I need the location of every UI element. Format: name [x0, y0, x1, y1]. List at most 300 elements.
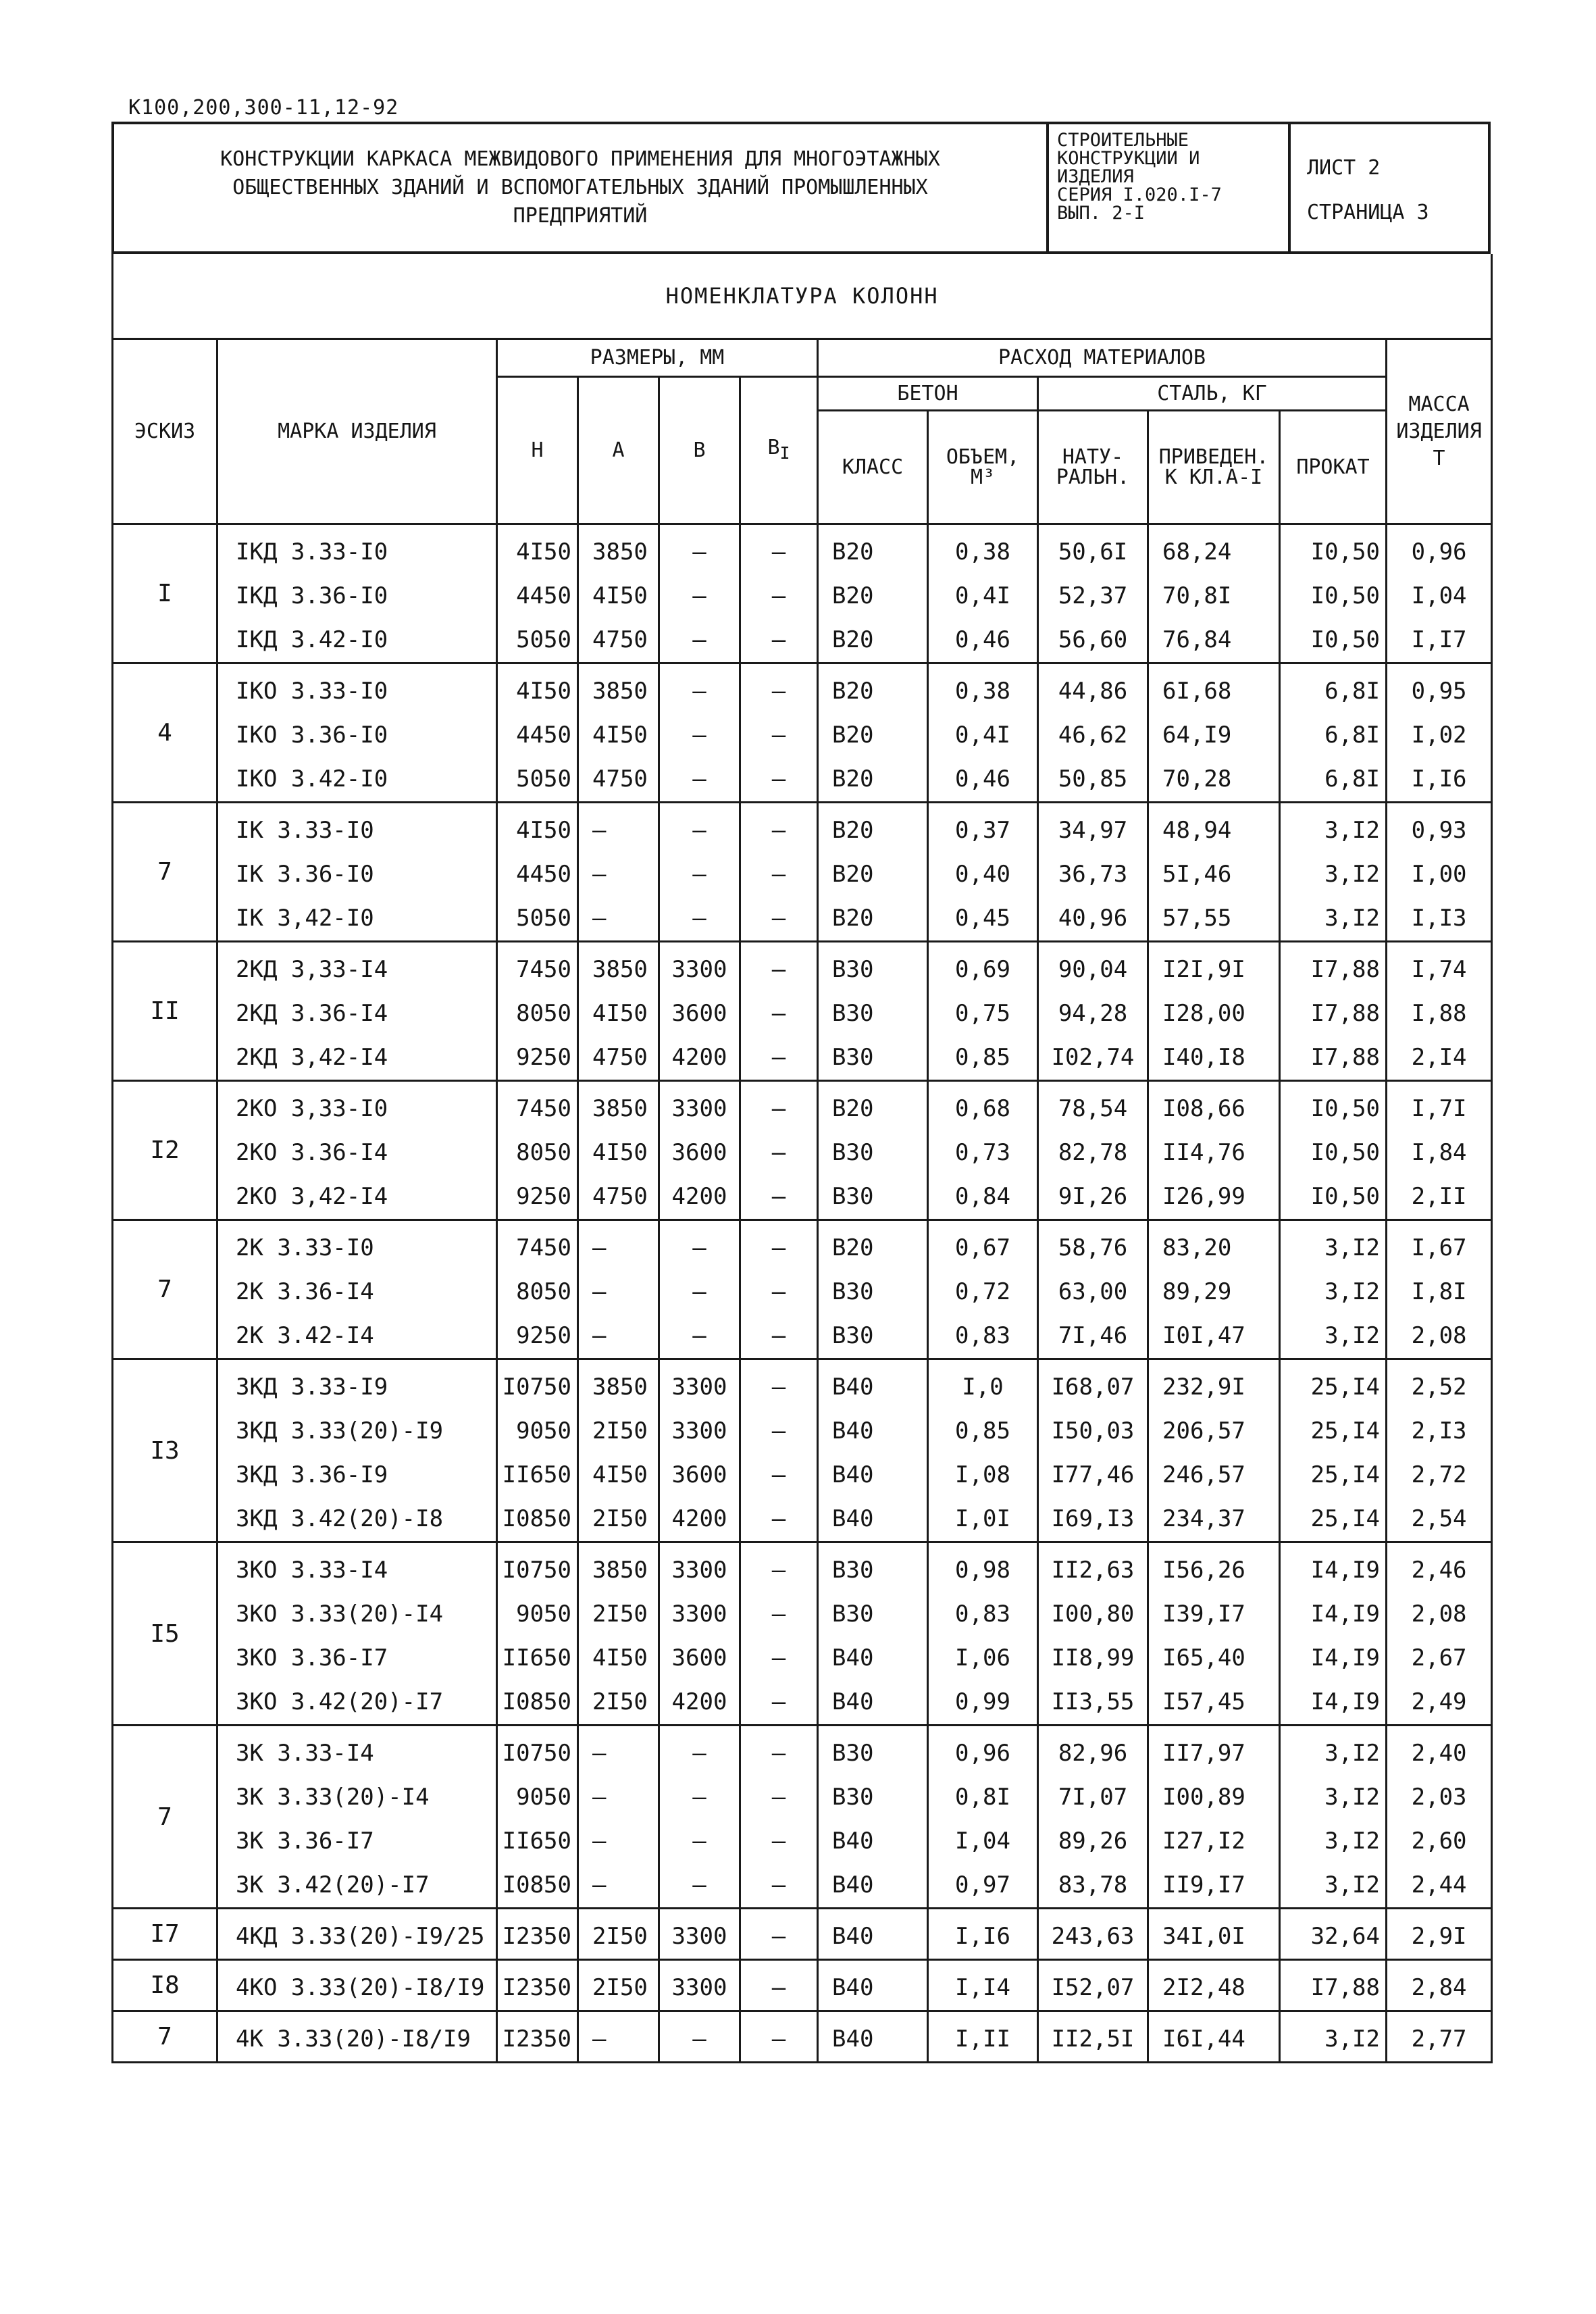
cell-B-value: – [692, 678, 706, 705]
cell-rolled-value: I7,88 [1310, 1974, 1380, 2001]
cell-reduced [1148, 663, 1280, 803]
table-caption: НОМЕНКЛАТУРА КОЛОНН [113, 254, 1492, 339]
cell-B1 [740, 942, 818, 1081]
cell-A-value: 4I50 [592, 582, 648, 609]
cell-H-value: 9050 [516, 1417, 571, 1444]
cell-B-value: 4200 [671, 1505, 727, 1532]
cell-volume [928, 663, 1038, 803]
cell-sketch: I3 [113, 1359, 217, 1542]
cell-mark-value: 3К 3.33-I4 [236, 1740, 374, 1767]
cell-natural-value: I00,80 [1051, 1601, 1135, 1628]
cell-natural-value: II2,63 [1051, 1557, 1135, 1584]
cell-H-value: 9250 [516, 1044, 571, 1071]
table-row-group [113, 1359, 1492, 1542]
cell-B1 [740, 1909, 818, 1960]
cell-B1 [740, 1359, 818, 1542]
cell-rolled-value: I0,50 [1310, 538, 1380, 565]
cell-rolled-value: I4,I9 [1310, 1557, 1380, 1584]
cell-mass-value: 2,49 [1411, 1688, 1467, 1715]
header-reduced-line: К КЛ.А-I [1164, 465, 1263, 489]
header-volume-line: ОБЪЕМ, [946, 445, 1020, 469]
cell-rolled-value: 32,64 [1310, 1923, 1380, 1950]
cell-H [497, 2011, 578, 2063]
cell-mass [1387, 524, 1492, 663]
cell-A [578, 524, 659, 663]
cell-rolled [1280, 2011, 1387, 2063]
cell-rolled-value: I0,50 [1310, 1095, 1380, 1122]
cell-B-value: 4200 [671, 1183, 727, 1210]
cell-volume-value: 0,83 [955, 1601, 1010, 1628]
cell-sketch: 4 [113, 663, 217, 803]
cell-reduced [1148, 1960, 1280, 2011]
cell-A-value: 3850 [592, 1557, 648, 1584]
cell-volume-value: I,0I [955, 1505, 1010, 1532]
cell-reduced-value: 89,29 [1162, 1278, 1232, 1305]
cell-H-value: 5050 [516, 626, 571, 653]
cell-rolled-value: 3,I2 [1324, 1784, 1380, 1811]
cell-reduced-value: 48,94 [1162, 817, 1232, 844]
cell-mark-value: 2КО 3.36-I4 [236, 1139, 388, 1166]
cell-reduced-value: I6I,44 [1162, 2026, 1245, 2053]
cell-rolled-value: 6,8I [1324, 722, 1380, 749]
cell-B1-value: – [771, 1828, 786, 1855]
cell-sketch: I5 [113, 1542, 217, 1726]
cell-reduced [1148, 1542, 1280, 1726]
cell-natural-value: I77,46 [1051, 1461, 1135, 1488]
cell-mark-value: 2К 3.33-I0 [236, 1234, 374, 1261]
cell-H [497, 663, 578, 803]
cell-volume-value: 0,72 [955, 1278, 1010, 1305]
cell-class-value: В30 [832, 1601, 874, 1628]
cell-natural-value: 63,00 [1058, 1278, 1128, 1305]
cell-volume-value: 0,73 [955, 1139, 1010, 1166]
cell-volume-value: I,I6 [955, 1923, 1010, 1950]
cell-natural-value: 82,78 [1058, 1139, 1128, 1166]
cell-A [578, 1220, 659, 1359]
cell-reduced-value: I28,00 [1162, 1000, 1245, 1027]
cell-reduced [1148, 1220, 1280, 1359]
cell-B-value: 3300 [671, 956, 727, 983]
cell-rolled [1280, 1909, 1387, 1960]
cell-rolled [1280, 1542, 1387, 1726]
cell-sketch: I8 [113, 1960, 217, 2011]
cell-class-value: В30 [832, 1740, 874, 1767]
cell-volume [928, 1081, 1038, 1220]
cell-natural-value: 82,96 [1058, 1740, 1128, 1767]
cell-volume [928, 803, 1038, 942]
header-reduced [1148, 411, 1280, 524]
cell-reduced-value: 246,57 [1162, 1461, 1245, 1488]
header-mass-line: ИЗДЕЛИЯ [1396, 419, 1482, 443]
cell-reduced [1148, 1081, 1280, 1220]
cell-natural-value: 56,60 [1058, 626, 1128, 653]
cell-B-value: 3600 [671, 1139, 727, 1166]
cell-H [497, 1909, 578, 1960]
cell-rolled [1280, 1726, 1387, 1909]
cell-H-value: I2350 [502, 2026, 571, 2053]
cell-natural-value: II2,5I [1051, 2026, 1135, 2053]
cell-volume [928, 524, 1038, 663]
cell-A-value: 3850 [592, 538, 648, 565]
cell-B1-value: – [771, 626, 786, 653]
cell-B-value: 3300 [671, 1601, 727, 1628]
cell-class-value: В30 [832, 1044, 874, 1071]
cell-rolled-value: 3,I2 [1324, 861, 1380, 888]
cell-H-value: II650 [502, 1461, 571, 1488]
cell-H [497, 524, 578, 663]
cell-A [578, 1542, 659, 1726]
series-info [1046, 124, 1288, 251]
cell-B-value: 3600 [671, 1644, 727, 1671]
cell-class-value: В40 [832, 1923, 874, 1950]
cell-volume [928, 2011, 1038, 2063]
cell-B1-value: – [771, 1688, 786, 1715]
cell-class [818, 1909, 928, 1960]
cell-rolled-value: 3,I2 [1324, 1234, 1380, 1261]
cell-mass-value: 2,72 [1411, 1461, 1467, 1488]
cell-natural-value: I69,I3 [1051, 1505, 1135, 1532]
cell-rolled [1280, 524, 1387, 663]
cell-A-value: 2I50 [592, 1505, 648, 1532]
cell-B1-value: – [771, 1461, 786, 1488]
cell-mass-value: I,84 [1411, 1139, 1467, 1166]
cell-mass-value: 0,96 [1411, 538, 1467, 565]
cell-B1-value: – [771, 678, 786, 705]
header-mark: МАРКА ИЗДЕЛИЯ [217, 339, 497, 524]
cell-mark-value: 2К 3.36-I4 [236, 1278, 374, 1305]
header-B1-subscript: I [779, 443, 790, 463]
header-rolled: ПРОКАТ [1280, 411, 1387, 524]
series-line: ИЗДЕЛИЯ [1057, 166, 1134, 187]
cell-volume-value: 0,96 [955, 1740, 1010, 1767]
cell-mass-value: 2,9I [1411, 1923, 1467, 1950]
cell-A-value: 3850 [592, 1374, 648, 1401]
cell-A-value: 4750 [592, 1183, 648, 1210]
cell-reduced-value: I57,45 [1162, 1688, 1245, 1715]
cell-A [578, 803, 659, 942]
cell-A-value: 3850 [592, 956, 648, 983]
cell-class [818, 1960, 928, 2011]
cell-H-value: 9050 [516, 1784, 571, 1811]
cell-mass [1387, 942, 1492, 1081]
cell-B1-value: – [771, 956, 786, 983]
header-volume-line: М³ [970, 465, 996, 489]
cell-natural [1038, 524, 1148, 663]
cell-mass-value: I,00 [1411, 861, 1467, 888]
cell-rolled-value: 3,I2 [1324, 905, 1380, 932]
cell-B-value: – [692, 905, 706, 932]
cell-class-value: В40 [832, 1974, 874, 2001]
cell-natural [1038, 1726, 1148, 1909]
header-dimensions: РАЗМЕРЫ, ММ [497, 339, 818, 377]
cell-class-value: В40 [832, 1871, 874, 1898]
cell-H-value: 4I50 [516, 538, 571, 565]
table-body [113, 524, 1492, 2063]
header-class: КЛАСС [818, 411, 928, 524]
cell-B1 [740, 1220, 818, 1359]
cell-natural [1038, 2011, 1148, 2063]
cell-B [659, 2011, 740, 2063]
cell-volume-value: I,0 [962, 1374, 1004, 1401]
cell-mark-value: IКД 3.33-I0 [236, 538, 388, 565]
header-mass [1387, 339, 1492, 524]
cell-reduced-value: I39,I7 [1162, 1601, 1245, 1628]
cell-H-value: 4450 [516, 861, 571, 888]
cell-mass [1387, 1081, 1492, 1220]
cell-A-value: 4I50 [592, 722, 648, 749]
cell-natural-value: 83,78 [1058, 1871, 1128, 1898]
cell-rolled-value: I4,I9 [1310, 1601, 1380, 1628]
cell-rolled-value: 3,I2 [1324, 1322, 1380, 1349]
cell-B1-value: – [771, 1183, 786, 1210]
cell-rolled-value: 3,I2 [1324, 1740, 1380, 1767]
cell-B1-value: – [771, 2026, 786, 2053]
cell-B1-value: – [771, 1095, 786, 1122]
header-mass-line: МАССА [1408, 392, 1470, 416]
series-line: КОНСТРУКЦИИ И [1057, 148, 1200, 169]
cell-natural-value: I50,03 [1051, 1417, 1135, 1444]
series-line: ВЫП. 2-I [1057, 203, 1145, 224]
cell-class [818, 1081, 928, 1220]
cell-reduced [1148, 524, 1280, 663]
cell-B1-value: – [771, 1923, 786, 1950]
cell-B1-value: – [771, 1374, 786, 1401]
cell-B-value: 3300 [671, 1095, 727, 1122]
cell-mark-value: 2КД 3,42-I4 [236, 1044, 388, 1071]
cell-rolled-value: 25,I4 [1310, 1505, 1380, 1532]
cell-mark-value: IК 3.33-I0 [236, 817, 374, 844]
cell-class-value: В20 [832, 1234, 874, 1261]
cell-natural-value: 50,6I [1058, 538, 1128, 565]
cell-mark-value: 3КО 3.33-I4 [236, 1557, 388, 1584]
cell-class-value: В30 [832, 1000, 874, 1027]
cell-mass-value: I,I6 [1411, 765, 1467, 793]
cell-B1-value: – [771, 1278, 786, 1305]
cell-reduced-value: 206,57 [1162, 1417, 1245, 1444]
series-line: СЕРИЯ I.020.I-7 [1057, 184, 1222, 205]
cell-reduced [1148, 942, 1280, 1081]
cell-B1-value: – [771, 1044, 786, 1071]
cell-natural [1038, 1220, 1148, 1359]
cell-class-value: В20 [832, 765, 874, 793]
cell-reduced [1148, 2011, 1280, 2063]
cell-mark-value: 2К 3.42-I4 [236, 1322, 374, 1349]
cell-A-value: 2I50 [592, 1688, 648, 1715]
cell-rolled [1280, 1359, 1387, 1542]
cell-class-value: В20 [832, 1095, 874, 1122]
cell-class-value: В40 [832, 1461, 874, 1488]
cell-rolled-value: 25,I4 [1310, 1461, 1380, 1488]
cell-A-value: 2I50 [592, 1417, 648, 1444]
cell-reduced-value: I56,26 [1162, 1557, 1245, 1584]
cell-class [818, 803, 928, 942]
cell-rolled-value: 3,I2 [1324, 1871, 1380, 1898]
cell-mass [1387, 803, 1492, 942]
cell-sketch: II [113, 942, 217, 1081]
cell-B-value: – [692, 1740, 706, 1767]
cell-natural-value: 44,86 [1058, 678, 1128, 705]
cell-sketch: I2 [113, 1081, 217, 1220]
cell-volume-value: 0,98 [955, 1557, 1010, 1584]
cell-class [818, 1542, 928, 1726]
cell-sketch: 7 [113, 803, 217, 942]
cell-sketch: I [113, 524, 217, 663]
cell-rolled-value: 25,I4 [1310, 1417, 1380, 1444]
cell-B1 [740, 1726, 818, 1909]
cell-volume-value: 0,38 [955, 678, 1010, 705]
cell-rolled [1280, 663, 1387, 803]
cell-B1-value: – [771, 1417, 786, 1444]
cell-A-value: 4750 [592, 765, 648, 793]
title-line: ПРЕДПРИЯТИЙ [513, 204, 648, 228]
cell-mark-value: 3КО 3.42(20)-I7 [236, 1688, 444, 1715]
table-row-group [113, 2011, 1492, 2063]
cell-B-value: 4200 [671, 1044, 727, 1071]
cell-A-value: 4750 [592, 626, 648, 653]
cell-B-value: – [692, 626, 706, 653]
cell-B-value: 3600 [671, 1461, 727, 1488]
cell-B-value: – [692, 1828, 706, 1855]
cell-reduced [1148, 1726, 1280, 1909]
cell-A-value: 4I50 [592, 1000, 648, 1027]
cell-B1-value: – [771, 905, 786, 932]
cell-B [659, 1081, 740, 1220]
cell-class-value: В40 [832, 1688, 874, 1715]
cell-natural-value: I02,74 [1051, 1044, 1135, 1071]
cell-A-value: 2I50 [592, 1601, 648, 1628]
cell-volume [928, 1542, 1038, 1726]
cell-A-value: – [592, 817, 607, 844]
cell-H-value: 9250 [516, 1183, 571, 1210]
cell-B1 [740, 524, 818, 663]
cell-sketch: I7 [113, 1909, 217, 1960]
header-B: В [659, 377, 740, 524]
cell-mass-value: I,88 [1411, 1000, 1467, 1027]
cell-mass [1387, 2011, 1492, 2063]
cell-mass-value: 2,08 [1411, 1601, 1467, 1628]
cell-H-value: 5050 [516, 765, 571, 793]
cell-B [659, 1726, 740, 1909]
cell-mass-value: 2,II [1411, 1183, 1467, 1210]
cell-rolled [1280, 1220, 1387, 1359]
cell-mass-value: I,74 [1411, 956, 1467, 983]
cell-B1 [740, 1081, 818, 1220]
cell-rolled [1280, 1960, 1387, 2011]
cell-B [659, 663, 740, 803]
cell-mark-value: 3К 3.36-I7 [236, 1828, 374, 1855]
cell-A [578, 1359, 659, 1542]
title-block [111, 122, 1491, 254]
cell-B-value: – [692, 817, 706, 844]
cell-reduced-value: I00,89 [1162, 1784, 1245, 1811]
cell-H-value: I2350 [502, 1974, 571, 2001]
cell-mass-value: 0,95 [1411, 678, 1467, 705]
cell-H-value: 4I50 [516, 678, 571, 705]
cell-natural-value: 46,62 [1058, 722, 1128, 749]
cell-volume-value: 0,97 [955, 1871, 1010, 1898]
cell-H-value: 5050 [516, 905, 571, 932]
cell-A-value: – [592, 861, 607, 888]
cell-natural-value: 89,26 [1058, 1828, 1128, 1855]
cell-volume-value: 0,69 [955, 956, 1010, 983]
header-mass-line: Т [1433, 446, 1445, 470]
cell-B [659, 942, 740, 1081]
cell-rolled-value: I0,50 [1310, 582, 1380, 609]
cell-A [578, 1081, 659, 1220]
cell-volume-value: 0,37 [955, 817, 1010, 844]
cell-rolled-value: I7,88 [1310, 956, 1380, 983]
cell-rolled-value: I7,88 [1310, 1000, 1380, 1027]
cell-natural-value: 36,73 [1058, 861, 1128, 888]
cell-mark [217, 1359, 497, 1542]
cell-B-value: – [692, 2026, 706, 2053]
cell-volume [928, 1960, 1038, 2011]
cell-reduced-value: 6I,68 [1162, 678, 1232, 705]
cell-B-value: 3600 [671, 1000, 727, 1027]
cell-class-value: В30 [832, 1139, 874, 1166]
cell-A [578, 1960, 659, 2011]
cell-mark-value: 3КД 3.42(20)-I8 [236, 1505, 444, 1532]
cell-volume-value: 0,4I [955, 722, 1010, 749]
cell-reduced-value: 64,I9 [1162, 722, 1232, 749]
cell-B-value: – [692, 1278, 706, 1305]
table-row-group [113, 1726, 1492, 1909]
cell-H-value: I0850 [502, 1688, 571, 1715]
header-A: А [578, 377, 659, 524]
cell-class-value: В30 [832, 956, 874, 983]
cell-class-value: В20 [832, 861, 874, 888]
cell-B1-value: – [771, 817, 786, 844]
header-sketch: ЭСКИЗ [113, 339, 217, 524]
cell-mass-value: 2,67 [1411, 1644, 1467, 1671]
cell-B-value: – [692, 1871, 706, 1898]
document-code: К100,200,300-11,12-92 [128, 96, 399, 120]
cell-A-value: – [592, 1234, 607, 1261]
header-natural [1038, 411, 1148, 524]
cell-mark [217, 1909, 497, 1960]
cell-mark [217, 942, 497, 1081]
cell-B-value: – [692, 1784, 706, 1811]
cell-H-value: 7450 [516, 1095, 571, 1122]
cell-volume-value: 0,99 [955, 1688, 1010, 1715]
cell-reduced-value: I40,I8 [1162, 1044, 1245, 1071]
cell-A-value: 4I50 [592, 1461, 648, 1488]
cell-reduced-value: 70,8I [1162, 582, 1232, 609]
cell-mass [1387, 1542, 1492, 1726]
cell-class-value: В30 [832, 1322, 874, 1349]
cell-mark-value: 4КД 3.33(20)-I9/25 [236, 1923, 485, 1950]
cell-B1-value: – [771, 1740, 786, 1767]
cell-mark-value: IКД 3.42-I0 [236, 626, 388, 653]
cell-B [659, 1220, 740, 1359]
cell-mass-value: 2,60 [1411, 1828, 1467, 1855]
cell-class-value: В20 [832, 722, 874, 749]
cell-class [818, 942, 928, 1081]
cell-class-value: В40 [832, 1644, 874, 1671]
cell-B1-value: – [771, 1557, 786, 1584]
cell-H-value: 9250 [516, 1322, 571, 1349]
table-row-group [113, 1081, 1492, 1220]
cell-H-value: 8050 [516, 1000, 571, 1027]
cell-reduced-value: 76,84 [1162, 626, 1232, 653]
cell-natural-value: II8,99 [1051, 1644, 1135, 1671]
title-line: КОНСТРУКЦИИ КАРКАСА МЕЖВИДОВОГО ПРИМЕНЕНИЯ ДЛЯ МНОГОЭТАЖНЫХ [220, 147, 940, 171]
document-title [114, 124, 1046, 251]
cell-B1-value: – [771, 582, 786, 609]
cell-volume-value: 0,84 [955, 1183, 1010, 1210]
header-natural-line: РАЛЬН. [1056, 465, 1130, 489]
table-row-group [113, 803, 1492, 942]
